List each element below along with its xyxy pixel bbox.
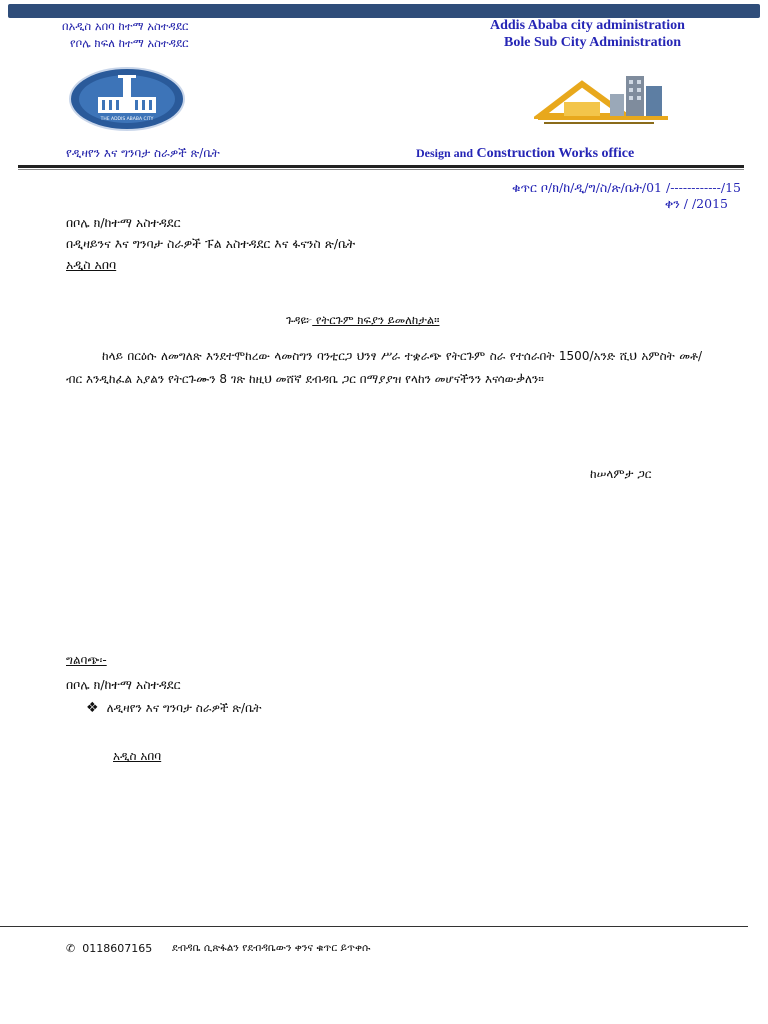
reference-date: ቀን / /2015 <box>664 196 728 211</box>
addressee-city: አዲስ አበባ <box>66 257 117 272</box>
office-title-english <box>416 146 634 162</box>
office-title-amharic: የዲዛየን እና ግንባታ ስራዎች ጽ/ቤት <box>66 146 220 160</box>
body-paragraph: ከላይ በርዕሱ ለመግለጽ እንደተሞከረው ላመስግን ባንቲርጋ ህንፃ ሥራ ተቋራጭ የትርጉም ስራ የተሰራበት 1500/አንድ ሺህ አምስት መቶ/ ብር እንዲከፈል አያልን የትርጉሙን 8 ገጽ ከዚህ መሸኛ ደብዳቤ ጋር በማያያዝ የላከን መሆናችንን እናሳውቃለን። <box>66 349 702 386</box>
footer-phone <box>66 942 152 955</box>
header-divider-thin <box>18 169 744 170</box>
addressee-line1: በቦሌ ክ/ከተማ አስተዳደር <box>66 215 181 230</box>
addressee-line2: በዲዛይንና እና ግንባታ ስራዎች ፑል አስተዳደር እና ፋናንስ ጽ/ቤት <box>66 236 356 251</box>
phone-icon: ✆ <box>66 942 76 955</box>
letter-body <box>66 345 702 390</box>
cc-label: ግልባጭ፡- <box>66 653 107 667</box>
closing-greeting: ከሠላምታ ጋር <box>590 467 652 481</box>
addis-ababa-city-logo <box>68 67 186 131</box>
footer-note: ደብዳቤ ሲጽፋልን የደብዳቤውን ቀንና ቁጥር ይጥቀሱ <box>172 942 371 954</box>
logo-left-text: THE ADDIS ABABA CITY <box>100 117 154 122</box>
reference-number: ቁጥር ቦ/ክ/ከ/ዲ/ግ/ስ/ጽ/ቤት/01 /------------/15 <box>512 180 741 195</box>
header-en-line1: Addis Ababa city administration <box>490 18 685 33</box>
office-title-english-small: Design and <box>416 146 474 160</box>
diamond-bullet-icon: ❖ <box>86 700 99 716</box>
header-am-line1: በአዲስ አበባ ከተማ አስተዳደር <box>62 19 189 33</box>
cc-bullet-item <box>86 700 261 716</box>
footer-divider <box>0 926 748 927</box>
footer-phone-number: 0118607165 <box>82 942 153 955</box>
design-construction-office-logo <box>534 72 676 130</box>
header-am-line2: የቦሌ ክፍለ ከተማ አስተዳደር <box>70 36 189 50</box>
subject-label: ጉዳዩ፦ <box>286 313 313 327</box>
office-title-english-main: Construction Works office <box>473 146 635 161</box>
cc-city: አዲስ አበባ <box>113 749 162 763</box>
cc-bullet-text: ለዲዛየን እና ግንባታ ስራዎች ጽ/ቤት <box>106 701 262 715</box>
header-en-line2: Bole Sub City Administration <box>504 35 681 50</box>
header-divider <box>18 165 744 168</box>
subject-text: የትርጉም ክፍያን ይመለከታል። <box>312 313 440 327</box>
cc-line1: በቦሌ ክ/ከተማ አስተዳደር <box>66 677 181 692</box>
header-bar <box>8 4 760 18</box>
subject-line <box>286 313 439 328</box>
